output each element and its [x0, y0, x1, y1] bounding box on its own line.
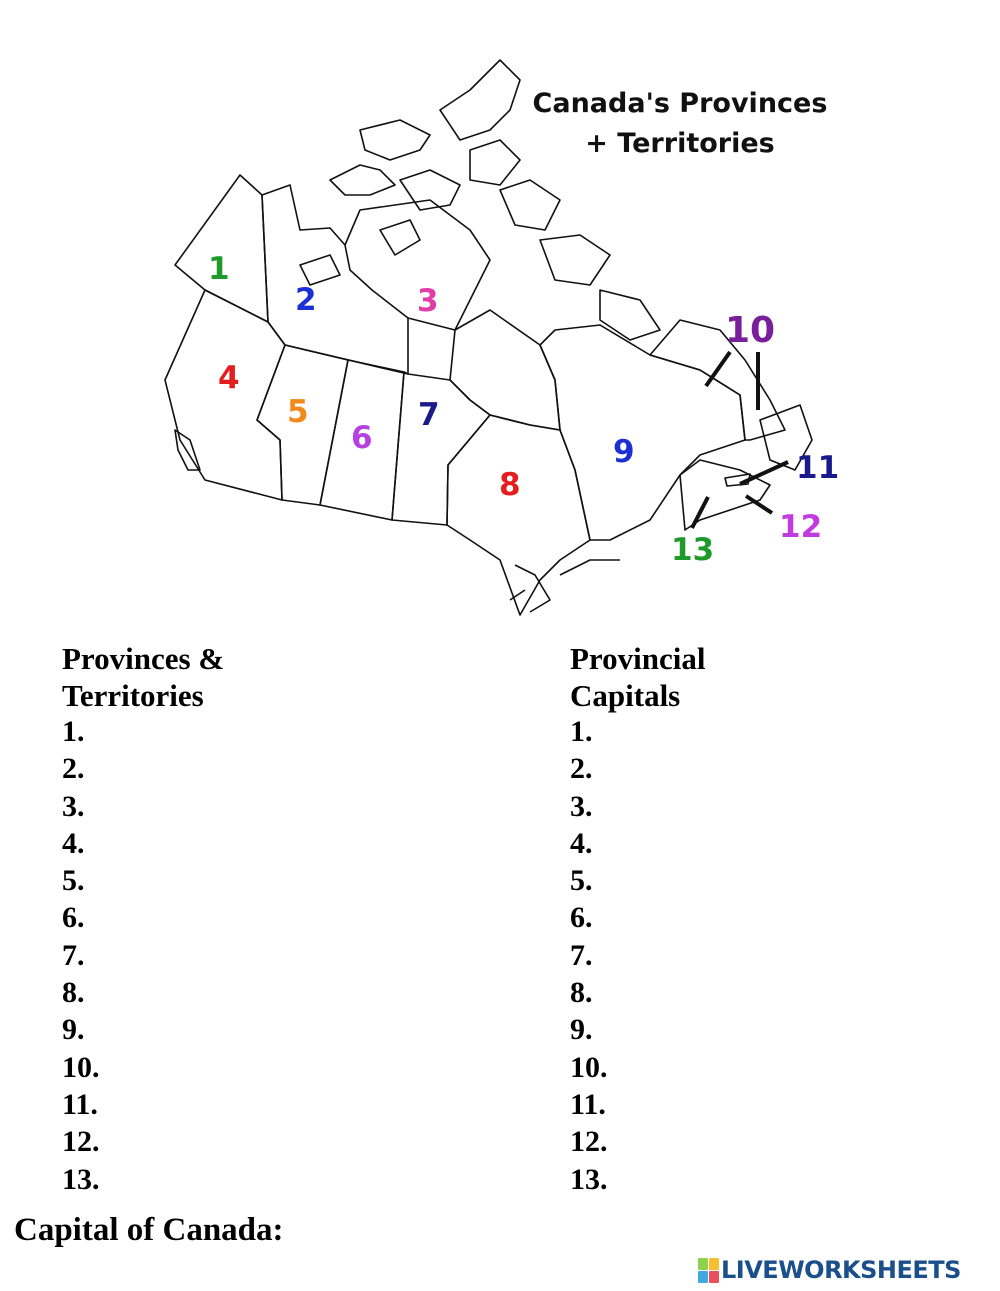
callout-line-12 [746, 496, 772, 513]
capitals-list-item: 2. [570, 752, 593, 786]
map-label-9: 9 [613, 434, 635, 470]
capitals-list-item: 4. [570, 826, 593, 860]
map-title-line1: Canada's Provinces [532, 88, 828, 119]
provinces-heading-line2: Territories [62, 678, 204, 713]
ontario-outline [447, 415, 590, 615]
map-label-10: 10 [725, 310, 776, 351]
provinces-list-item: 7. [62, 938, 85, 972]
provinces-list-item: 8. [62, 976, 85, 1010]
provinces-list-item: 2. [62, 752, 85, 786]
map-title-line2: + Territories [585, 128, 775, 159]
yukon-outline [175, 175, 268, 322]
map-label-6: 6 [351, 420, 373, 456]
provinces-list-item: 12. [62, 1125, 100, 1159]
capitals-list [570, 713, 608, 1198]
nwt-outline [262, 185, 408, 374]
provinces-list-item: 10. [62, 1050, 100, 1084]
provinces-heading [62, 640, 224, 714]
canada-map [0, 0, 1000, 640]
provinces-list-item: 13. [62, 1162, 100, 1196]
map-label-12: 12 [779, 509, 823, 545]
capitals-list-item: 7. [570, 938, 593, 972]
map-label-4: 4 [218, 360, 240, 396]
maritimes-outline [680, 460, 770, 530]
provinces-list-item: 1. [62, 715, 85, 748]
capitals-heading-line2: Capitals [570, 678, 681, 713]
map-label-1: 1 [208, 251, 230, 287]
map-label-3: 3 [417, 283, 439, 319]
provinces-heading-line1: Provinces & [62, 641, 225, 676]
capitals-heading-line1: Provincial [570, 641, 706, 676]
capital-of-canada-label: Capital of Canada: [14, 1212, 284, 1248]
map-label-7: 7 [418, 397, 440, 433]
capitals-list-item: 13. [570, 1162, 608, 1196]
hudson-bay-outline [450, 310, 560, 430]
capitals-list-item: 8. [570, 976, 593, 1010]
capitals-list-item: 6. [570, 901, 593, 935]
map-label-11: 11 [796, 450, 840, 486]
map-label-2: 2 [295, 282, 317, 318]
liveworksheets-logo [698, 1254, 961, 1286]
map-title [520, 84, 840, 164]
capitals-list-item: 11. [570, 1087, 606, 1121]
liveworksheets-text: LIVEWORKSHEETS [721, 1256, 961, 1284]
provinces-list-item: 9. [62, 1013, 85, 1047]
capitals-list-item: 1. [570, 715, 593, 748]
map-label-5: 5 [287, 394, 309, 430]
manitoba-outline [392, 372, 490, 525]
quebec-outline [540, 325, 745, 540]
capitals-list-item: 10. [570, 1050, 608, 1084]
capitals-heading [570, 640, 705, 714]
provinces-list [62, 713, 100, 1198]
provinces-list-item: 11. [62, 1087, 98, 1121]
capitals-list-item: 9. [570, 1013, 593, 1047]
map-label-13: 13 [671, 532, 715, 568]
capitals-list-item: 3. [570, 789, 593, 823]
canada-map-outline [0, 0, 1000, 640]
provinces-list-item: 6. [62, 901, 85, 935]
capitals-list-item: 5. [570, 864, 593, 898]
provinces-list-item: 3. [62, 789, 85, 823]
provinces-list-item: 5. [62, 864, 85, 898]
liveworksheets-icon [698, 1258, 719, 1283]
callout-line-13 [692, 497, 708, 528]
capitals-list-item: 12. [570, 1125, 608, 1159]
provinces-list-item: 4. [62, 826, 85, 860]
map-label-8: 8 [499, 467, 521, 503]
